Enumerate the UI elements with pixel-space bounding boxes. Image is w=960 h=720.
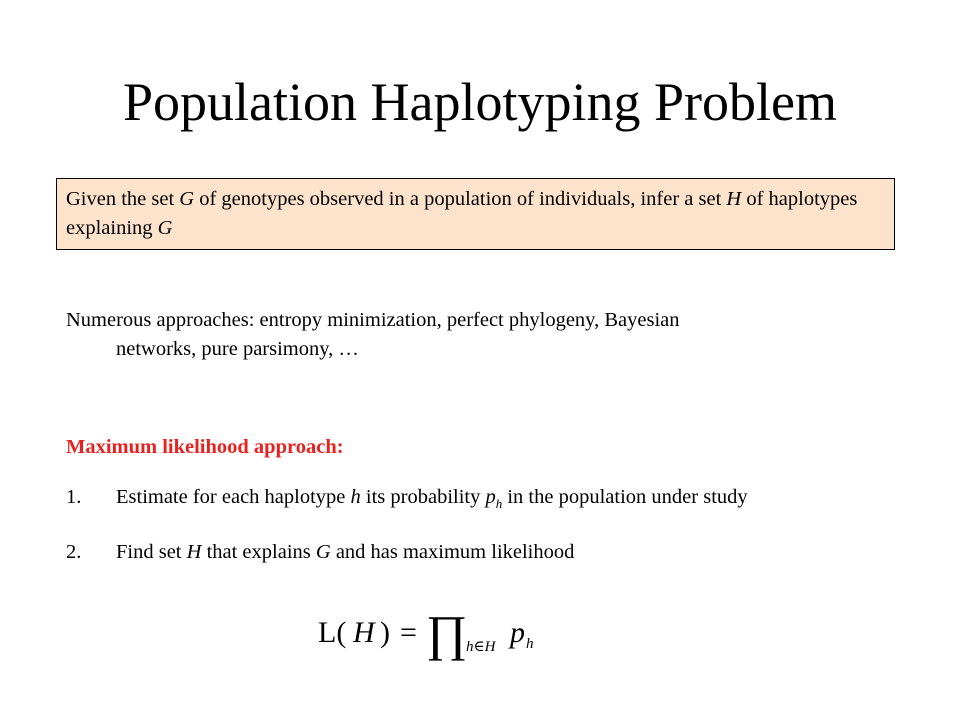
ml-steps-list [66, 483, 896, 567]
list-item-text [116, 538, 896, 567]
formula-product: ∏ [426, 606, 468, 661]
formula-l: L( [318, 616, 347, 649]
definition-var-g: G [179, 188, 195, 210]
definition-var-g-2: G [157, 216, 173, 239]
step1-text-b: its probability [360, 486, 486, 508]
likelihood-formula [318, 606, 558, 662]
definition-text-3: of haplotypes explaining [66, 188, 858, 239]
formula-close-paren: ) [380, 616, 390, 649]
step2-text-a: Find set [116, 541, 187, 564]
definition-var-h: H [726, 188, 742, 210]
step2-text-b: that explains [201, 541, 316, 564]
formula-h: H [353, 616, 375, 649]
step2-var-g: G [315, 541, 331, 564]
formula-equals: = [400, 616, 417, 649]
list-item-number: 1. [66, 486, 82, 508]
step2-text-c: and has maximum likelihood [330, 541, 575, 564]
list-item [66, 538, 896, 567]
step1-text-a: Estimate for each haplotype [116, 486, 351, 508]
formula-p: p [510, 616, 525, 649]
approaches-line-2: networks, pure parsimony, … [116, 338, 359, 360]
step1-var-h: h [350, 486, 361, 508]
list-item-number: 2. [66, 541, 82, 564]
list-item [66, 483, 896, 518]
list-item-text [116, 483, 896, 518]
formula-p-subscript: h [526, 636, 534, 652]
step1-text-c: in the population under study [502, 486, 748, 508]
definition-text-1: Given the set [66, 188, 180, 210]
approaches-line-1: Numerous approaches: entropy minimization, perfect phylogeny, Bayesian [66, 309, 680, 331]
definition-box [56, 178, 895, 250]
definition-text-2: of genotypes observed in a population of individuals, infer a set [194, 188, 727, 210]
step1-var-p-subscript: h [495, 496, 503, 512]
ml-heading: Maximum likelihood approach: [66, 436, 344, 458]
likelihood-formula-svg [318, 606, 558, 662]
slide-title: Population Haplotyping Problem [123, 72, 837, 132]
formula-product-subscript: h∈H [466, 639, 496, 655]
step1-var-p: p [485, 486, 496, 508]
approaches-paragraph [66, 306, 896, 364]
step2-var-h: H [186, 541, 202, 564]
